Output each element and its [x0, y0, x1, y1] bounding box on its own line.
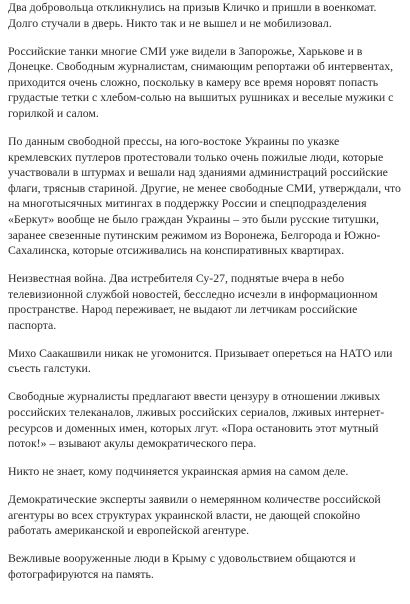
paragraph-crimea: Вежливые вооруженные люди в Крыму с удовольствием общаются и фотографируются на память. — [8, 551, 356, 581]
paragraph-army: Никто не знает, кому подчиняется украинская армия на самом деле. — [8, 464, 349, 479]
paragraph-russian-tanks: Российские танки многие СМИ уже видели в Запорожье, Харькове и в Донецке. Свободным журналистам, снимающим репортажи об интервентах, приходится очень сложно, поскольку в камеру все время норовят попасть грудастые тетки с хлебом-солью на вышитых рушниках и веселые мужики с горилкой и салом. — [8, 43, 394, 120]
paragraph-experts: Демократические эксперты заявили о немерянном количестве российской агентуры во всех структурах украинской власти, не дающей спокойно работать американской и европейской агентуре. — [8, 492, 381, 538]
paragraph-free-press: По данным свободной прессы, на юго-востоке Украины по указке кремлевских путлеров протестовали только очень пожилые люди, которые участвовали в штурмах и вешали над зданиями администраций российские флаги, трясныв стариной. Другие, не менее свободные СМИ, утверждали, что на многотысячных митингах в поддержку России и спецподразделения «Беркут» вообще не было граждан Украины – это были русские титушки, заранее свезенные путинским режимом из Воронежа, Белгорода и Южно-Сахалинска, которые отсиживались на конспиративных квартирах. — [8, 133, 401, 258]
paragraph-volunteers: Два добровольца откликнулись на призыв Кличко и пришли в военкомат. Долго стучали в дверь. Никто так и не вышел и не мобилизовал. — [8, 0, 377, 30]
paragraph-unknown-war: Неизвестная война. Два истребителя Су-27, поднятые вчера в небо телевизионной службой новостей, бесследно исчезли в информационном пространстве. Народ переживает, не выдают ли летчикам российские паспорта. — [8, 271, 378, 332]
paragraph-saakashvili: Михо Саакашвили никак не угомонится. Призывает опереться на НАТО или съесть галстуки. — [8, 345, 393, 376]
paragraph-censorship: Свободные журналисты предлагают ввести цензуру в отношении лживых российских телеканалов, лживых российских сериалов, лживых интернет-ресурсов и доменных имен, которых лгут. «Пора остановить этот мутный поток!» – взывают акулы демократического пера. — [8, 389, 385, 451]
